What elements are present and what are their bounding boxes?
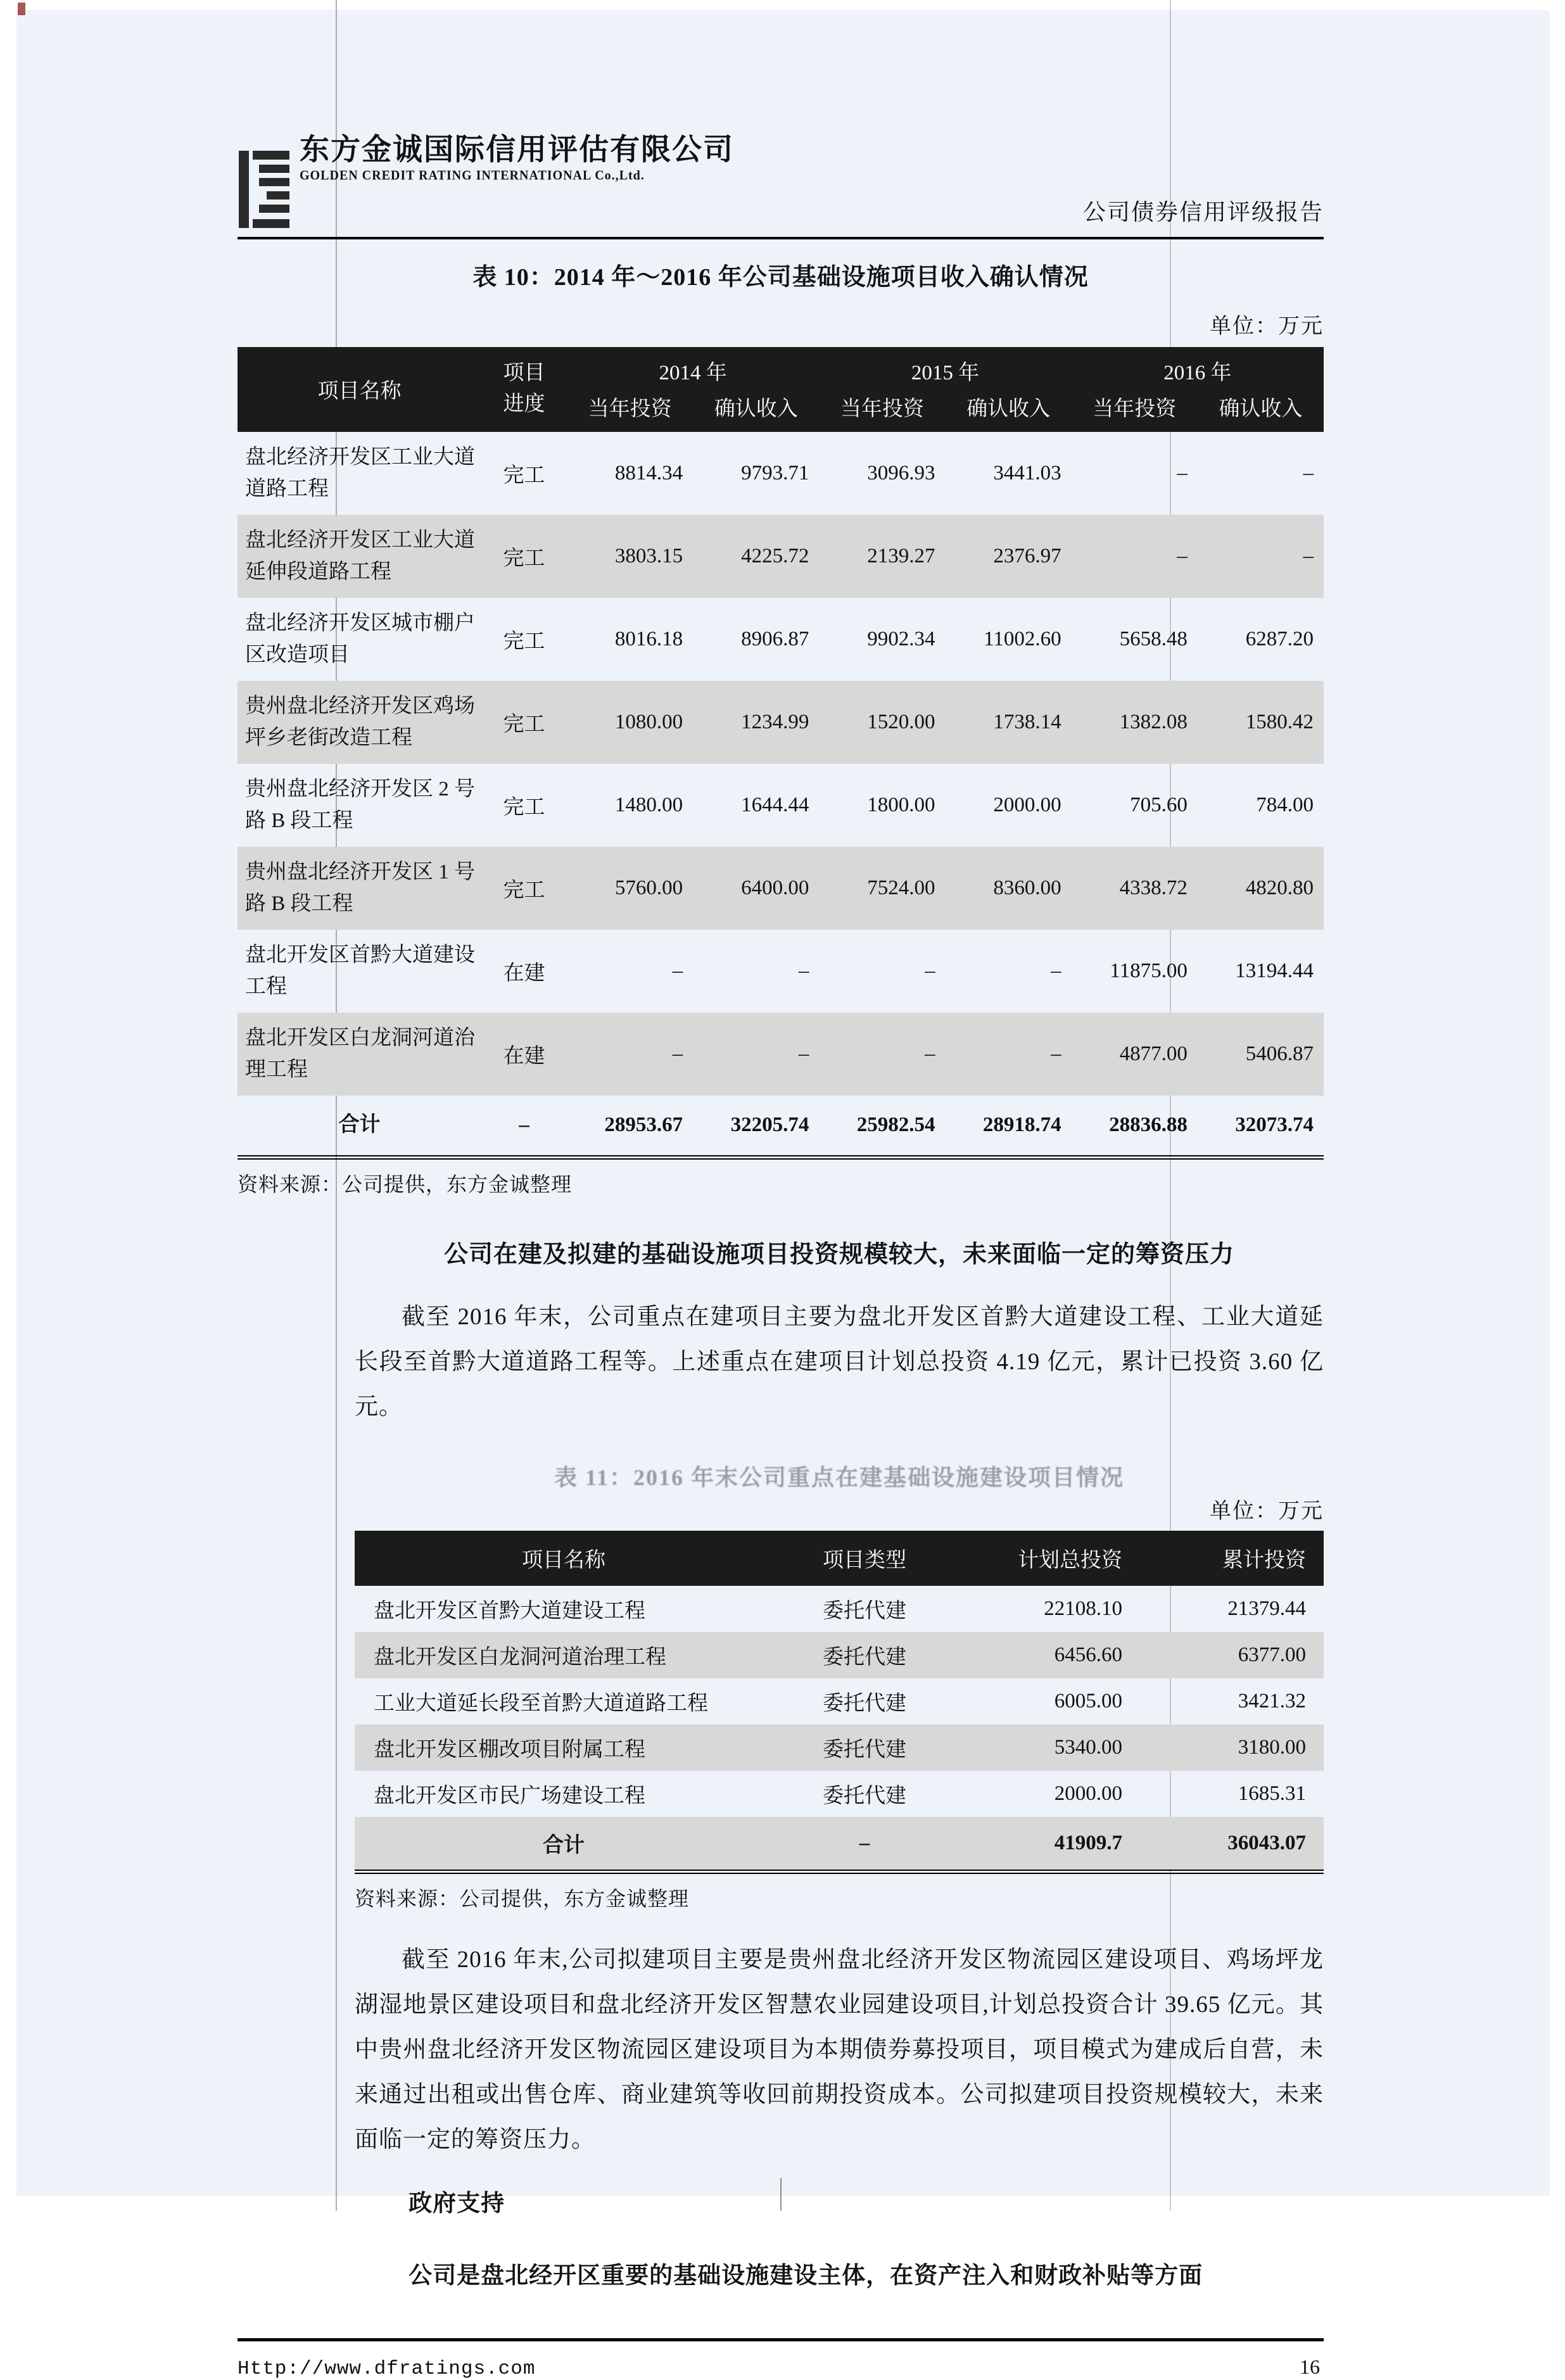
value-cell-1: – <box>798 1042 809 1065</box>
table-row <box>238 764 1324 847</box>
value-cell-2: 2139.27 <box>867 545 935 567</box>
value-cell-1: 6400.00 <box>741 877 809 899</box>
value-cell-3: 2000.00 <box>993 794 1061 816</box>
value-cell-2: 1520.00 <box>867 711 935 733</box>
col-header-invest-2014: 当年投资 <box>588 398 672 421</box>
scan-corner-mark <box>18 3 25 15</box>
planned-investment-cell: 22108.10 <box>1044 1597 1122 1620</box>
value-cell-0: – <box>672 959 683 982</box>
table11-title-faded: 表 11：2016 年末公司重点在建基础设施建设项目情况 <box>554 1464 1124 1490</box>
company-name-en: GOLDEN CREDIT RATING INTERNATIONAL Co.,Ltd. <box>300 168 645 183</box>
value-cell-5: 6287.20 <box>1245 628 1314 650</box>
planned-investment-cell: 2000.00 <box>1054 1782 1122 1805</box>
col-header-year-2014: 2014 年 <box>659 362 727 384</box>
table-row <box>238 681 1324 764</box>
col-header-planned-investment: 计划总投资 <box>1018 1548 1122 1572</box>
project-type-cell: – <box>859 1831 870 1854</box>
project-name-cell: 盘北开发区棚改项目附属工程 <box>374 1738 645 1761</box>
value-cell-1: – <box>798 959 809 982</box>
project-name-cell: 盘北开发区首黔大道建设工程 <box>245 944 475 998</box>
value-cell-5: 5406.87 <box>1245 1042 1314 1065</box>
col-header-invest-2015: 当年投资 <box>840 398 924 421</box>
cumulative-investment-cell: 21379.44 <box>1227 1597 1306 1620</box>
planned-investment-cell: 6456.60 <box>1054 1643 1122 1666</box>
value-cell-5: – <box>1303 545 1314 567</box>
value-cell-2: – <box>925 959 935 982</box>
col-header-project-name: 项目名称 <box>317 379 402 403</box>
value-cell-3: – <box>1051 959 1061 982</box>
project-name-cell: 盘北开发区市民广场建设工程 <box>374 1784 645 1807</box>
table10-source-note: 资料来源：公司提供，东方金诚整理 <box>238 1172 573 1196</box>
table10-unit-label: 单位：万元 <box>1210 315 1324 338</box>
value-cell-4: – <box>1177 545 1188 567</box>
value-cell-5: 32073.74 <box>1235 1113 1314 1137</box>
table-row <box>355 1678 1324 1725</box>
value-cell-3: 28918.74 <box>982 1113 1061 1137</box>
planned-investment-cell: 41909.7 <box>1054 1831 1122 1854</box>
col-header-invest-2016: 当年投资 <box>1093 398 1177 421</box>
progress-cell: 在建 <box>503 1045 545 1068</box>
project-name-cell: 盘北开发区首黔大道建设工程 <box>374 1599 645 1623</box>
planned-investment-cell: 5340.00 <box>1054 1735 1122 1759</box>
value-cell-3: 1738.14 <box>993 711 1061 733</box>
table-total-row <box>355 1817 1324 1870</box>
company-name-cn: 东方金诚国际信用评估有限公司 <box>300 134 734 167</box>
table-row <box>238 847 1324 930</box>
value-cell-0: 3803.15 <box>614 545 683 567</box>
footer-page-number: 16 <box>1300 2355 1320 2378</box>
cumulative-investment-cell: 6377.00 <box>1238 1643 1306 1666</box>
project-name-cell: 盘北经济开发区工业大道延伸段道路工程 <box>245 529 475 583</box>
col-header-progress: 项目 进度 <box>503 361 545 415</box>
value-cell-1: 4225.72 <box>741 545 809 567</box>
cumulative-investment-cell: 1685.31 <box>1238 1782 1306 1805</box>
value-cell-1: 1644.44 <box>741 794 809 816</box>
footer-url: Http://www.dfratings.com <box>238 2357 536 2380</box>
value-cell-5: – <box>1303 462 1314 484</box>
report-type-label: 公司债券信用评级报告 <box>1082 199 1324 225</box>
progress-cell: 完工 <box>503 464 545 487</box>
table-row <box>355 1771 1324 1817</box>
value-cell-0: 8814.34 <box>614 462 683 484</box>
progress-cell: 完工 <box>503 879 545 902</box>
table10-body <box>238 432 1324 1155</box>
col-header-year-2016: 2016 年 <box>1163 362 1232 384</box>
table-row <box>238 930 1324 1013</box>
value-cell-2: 1800.00 <box>867 794 935 816</box>
table-row <box>355 1586 1324 1632</box>
value-cell-2: 3096.93 <box>867 462 935 484</box>
progress-cell: 完工 <box>503 713 545 736</box>
progress-cell: – <box>519 1113 529 1137</box>
value-cell-2: 25982.54 <box>856 1113 935 1137</box>
table11 <box>355 1531 1324 1874</box>
project-name-cell: 贵州盘北经济开发区 1 号路 B 段工程 <box>245 861 475 915</box>
value-cell-1: 1234.99 <box>741 711 809 733</box>
col-header-cumulative-investment: 累计投资 <box>1222 1548 1306 1572</box>
project-name-cell: 工业大道延长段至首黔大道道路工程 <box>374 1692 708 1715</box>
progress-cell: 完工 <box>503 796 545 819</box>
value-cell-0: – <box>672 1042 683 1065</box>
value-cell-3: 3441.03 <box>993 462 1061 484</box>
table-row <box>238 1013 1324 1096</box>
project-type-cell: 委托代建 <box>823 1784 906 1807</box>
value-cell-2: 9902.34 <box>867 628 935 650</box>
table-row <box>238 432 1324 515</box>
value-cell-5: 1580.42 <box>1245 711 1314 733</box>
col-header-project-type: 项目类型 <box>823 1548 906 1572</box>
table11-body <box>355 1586 1324 1870</box>
table10 <box>238 347 1324 1160</box>
value-cell-2: – <box>925 1042 935 1065</box>
col-header-income-2014: 确认收入 <box>714 398 798 421</box>
table11-unit-label: 单位：万元 <box>1210 1499 1324 1523</box>
project-type-cell: 委托代建 <box>823 1692 906 1715</box>
progress-cell: 完工 <box>503 547 545 570</box>
table11-header-row <box>355 1531 1324 1586</box>
section2-bold-line: 公司是盘北经开区重要的基础设施建设主体，在资产注入和财政补贴等方面 <box>409 2262 1203 2289</box>
value-cell-4: 28836.88 <box>1109 1113 1188 1137</box>
table10-title: 表 10：2014 年～2016 年公司基础设施项目收入确认情况 <box>472 264 1089 291</box>
project-name-cell: 盘北经济开发区工业大道道路工程 <box>245 446 475 500</box>
col-header-year-2015: 2015 年 <box>911 362 980 384</box>
table-row <box>238 515 1324 598</box>
page-footer <box>238 2338 1324 2380</box>
logo-text <box>300 133 734 183</box>
table-row <box>238 598 1324 681</box>
project-type-cell: 委托代建 <box>823 1645 906 1669</box>
section1-heading: 公司在建及拟建的基础设施项目投资规模较大，未来面临一定的筹资压力 <box>443 1241 1234 1268</box>
government-support-heading: 政府支持 <box>409 2190 505 2217</box>
value-cell-4: 4877.00 <box>1119 1042 1188 1065</box>
golden-credit-logo-icon <box>238 133 291 229</box>
value-cell-3: 8360.00 <box>993 877 1061 899</box>
project-name-cell: 盘北经济开发区城市棚户区改造项目 <box>245 612 475 666</box>
page-header <box>238 133 1324 239</box>
total-label-cell: 合计 <box>543 1833 585 1857</box>
value-cell-4: 11875.00 <box>1110 959 1188 982</box>
project-name-cell: 贵州盘北经济开发区 2 号路 B 段工程 <box>245 778 475 832</box>
company-logo <box>238 133 734 229</box>
table-row <box>355 1725 1324 1771</box>
total-label-cell: 合计 <box>338 1113 381 1136</box>
table11-source-note: 资料来源：公司提供，东方金诚整理 <box>355 1887 690 1910</box>
project-name-cell: 贵州盘北经济开发区鸡场坪乡老街改造工程 <box>245 695 475 749</box>
col-header-income-2015: 确认收入 <box>966 398 1051 421</box>
value-cell-3: 11002.60 <box>984 628 1061 650</box>
table10-header-row <box>238 347 1324 432</box>
progress-cell: 在建 <box>503 962 545 985</box>
project-type-cell: 委托代建 <box>823 1599 906 1623</box>
value-cell-4: 4338.72 <box>1119 877 1188 899</box>
value-cell-0: 1080.00 <box>614 711 683 733</box>
table-row <box>355 1632 1324 1678</box>
value-cell-5: 13194.44 <box>1235 959 1314 982</box>
planned-investment-cell: 6005.00 <box>1054 1689 1122 1712</box>
value-cell-5: 4820.80 <box>1245 877 1314 899</box>
cumulative-investment-cell: 36043.07 <box>1227 1831 1306 1854</box>
value-cell-0: 1480.00 <box>614 794 683 816</box>
value-cell-1: 9793.71 <box>741 462 809 484</box>
value-cell-4: – <box>1177 462 1188 484</box>
value-cell-5: 784.00 <box>1256 794 1314 816</box>
value-cell-0: 5760.00 <box>614 877 683 899</box>
section1-paragraph: 截至 2016 年末，公司重点在建项目主要为盘北开发区首黔大道建设工程、工业大道延长段至首黔大道道路工程等。上述重点在建项目计划总投资 4.19 亿元，累计已投资 3.60 亿元。 <box>355 1303 1324 1420</box>
col-header-project-name: 项目名称 <box>522 1548 605 1572</box>
project-type-cell: 委托代建 <box>823 1738 906 1761</box>
value-cell-1: 8906.87 <box>741 628 809 650</box>
project-name-cell: 盘北开发区白龙洞河道治理工程 <box>374 1645 666 1669</box>
cumulative-investment-cell: 3421.32 <box>1238 1689 1306 1712</box>
value-cell-3: 2376.97 <box>993 545 1061 567</box>
value-cell-1: 32205.74 <box>730 1113 809 1137</box>
value-cell-3: – <box>1051 1042 1061 1065</box>
value-cell-4: 705.60 <box>1130 794 1188 816</box>
value-cell-4: 1382.08 <box>1119 711 1188 733</box>
section2-paragraph: 截至 2016 年末,公司拟建项目主要是贵州盘北经济开发区物流园区建设项目、鸡场坪龙湖湿地景区建设项目和盘北经济开发区智慧农业园建设项目,计划总投资合计 39.65 亿元。其中贵州盘北经济开发区物流园区建设项目为本期债券募投项目，项目模式为建成后自营，未来通过出租或出售仓库、商业建筑等收回前期投资成本。公司拟建项目投资规模较大，未来面临一定的筹资压力。 <box>355 1946 1324 2153</box>
value-cell-0: 8016.18 <box>614 628 683 650</box>
col-header-income-2016: 确认收入 <box>1219 398 1303 421</box>
progress-cell: 完工 <box>503 630 545 653</box>
cumulative-investment-cell: 3180.00 <box>1238 1735 1306 1759</box>
value-cell-4: 5658.48 <box>1119 628 1188 650</box>
value-cell-2: 7524.00 <box>867 877 935 899</box>
value-cell-0: 28953.67 <box>604 1113 683 1137</box>
project-name-cell: 盘北开发区白龙洞河道治理工程 <box>245 1027 475 1081</box>
table-total-row <box>238 1096 1324 1155</box>
